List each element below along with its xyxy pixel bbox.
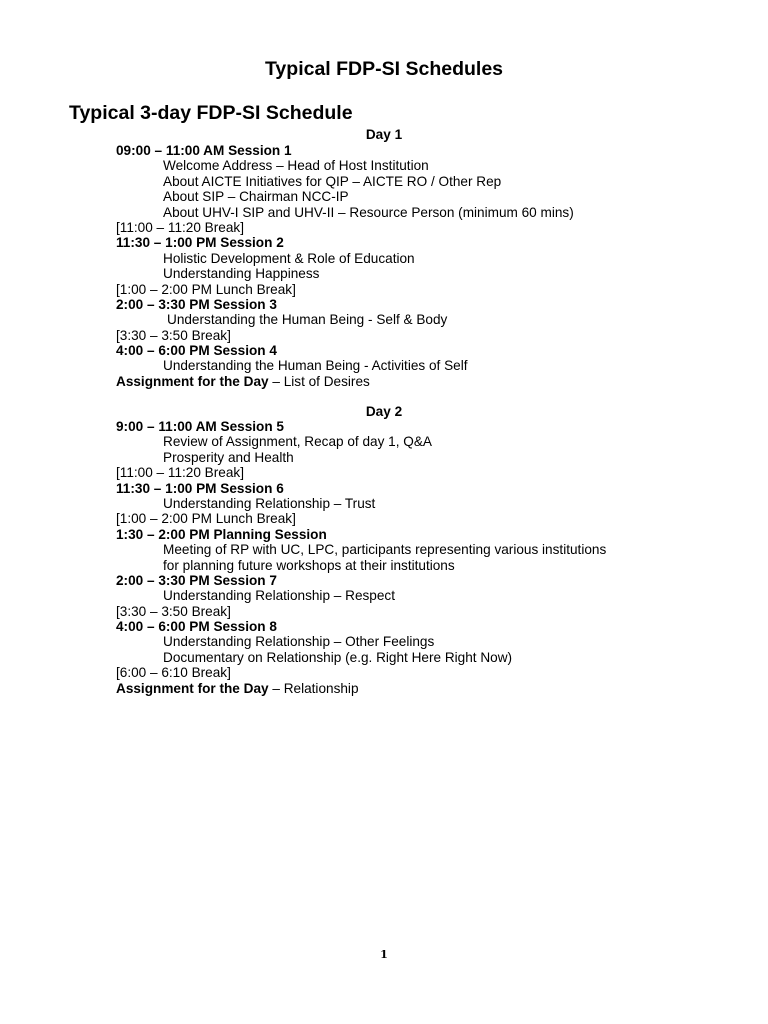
schedule-line-item: Meeting of RP with UC, LPC, participants representing various institutions — [163, 542, 607, 558]
assignment-text: – List of Desires — [268, 373, 370, 389]
schedule-line-item: Understanding Relationship – Respect — [163, 588, 395, 604]
schedule-line-break: [1:00 – 2:00 PM Lunch Break] — [116, 511, 296, 527]
schedule-line-item-offset: Understanding the Human Being - Self & Body — [167, 312, 448, 328]
schedule-line-item: Holistic Development & Role of Education — [163, 250, 415, 266]
assignment-label: Assignment for the Day — [116, 680, 269, 696]
schedule-line-session: 09:00 – 11:00 AM Session 1 — [116, 143, 292, 158]
schedule-line-item: Documentary on Relationship (e.g. Right Here Right Now) — [163, 649, 513, 665]
assignment-label: Assignment for the Day — [116, 373, 269, 389]
schedule-line-session: 11:30 – 1:00 PM Session 6 — [116, 480, 284, 496]
schedule-line-item: About AICTE Initiatives for QIP – AICTE RO / Other Rep — [163, 173, 502, 189]
assignment-line — [116, 374, 716, 389]
schedule-line-session: 2:00 – 3:30 PM Session 3 — [116, 296, 277, 312]
schedule-line-break: [3:30 – 3:50 Break] — [116, 327, 231, 343]
schedule-line-item: Welcome Address – Head of Host Institution — [163, 158, 429, 174]
schedule-line-item: for planning future workshops at their institutions — [163, 557, 455, 573]
day1-schedule — [116, 143, 716, 389]
schedule-line-item: Understanding Happiness — [163, 266, 320, 282]
schedule-line-item: Review of Assignment, Recap of day 1, Q&A — [163, 434, 432, 450]
schedule-line-break: [1:00 – 2:00 PM Lunch Break] — [116, 281, 296, 297]
schedule-line-session: 4:00 – 6:00 PM Session 4 — [116, 343, 277, 359]
schedule-line-session: 9:00 – 11:00 AM Session 5 — [116, 419, 284, 434]
day1-heading: Day 1 — [365, 127, 403, 142]
schedule-line-item: Understanding Relationship – Trust — [163, 495, 376, 511]
schedule-line-item: Prosperity and Health — [163, 449, 294, 465]
schedule-line-item: About SIP – Chairman NCC-IP — [163, 189, 349, 205]
page-number: 1 — [380, 948, 388, 961]
schedule-line-break: [11:00 – 11:20 Break] — [116, 219, 244, 235]
schedule-subtitle: Typical 3-day FDP-SI Schedule — [69, 102, 353, 124]
day2-schedule — [116, 419, 716, 696]
schedule-line-session: 4:00 – 6:00 PM Session 8 — [116, 619, 277, 635]
schedule-line-session: 11:30 – 1:00 PM Session 2 — [116, 235, 284, 251]
assignment-line — [116, 681, 716, 696]
schedule-line-item: Understanding the Human Being - Activities of Self — [163, 358, 468, 374]
schedule-line-break: [11:00 – 11:20 Break] — [116, 465, 244, 481]
day2-heading: Day 2 — [365, 404, 403, 419]
schedule-line-item: Understanding Relationship – Other Feelings — [163, 634, 435, 650]
schedule-line-session: 2:00 – 3:30 PM Session 7 — [116, 572, 277, 588]
schedule-line-session: 1:30 – 2:00 PM Planning Session — [116, 526, 327, 542]
schedule-line-break: [6:00 – 6:10 Break] — [116, 665, 231, 681]
schedule-line-item: About UHV-I SIP and UHV-II – Resource Person (minimum 60 mins) — [163, 204, 574, 220]
document-title: Typical FDP-SI Schedules — [264, 58, 504, 80]
assignment-text: – Relationship — [268, 680, 359, 696]
schedule-line-break: [3:30 – 3:50 Break] — [116, 603, 231, 619]
